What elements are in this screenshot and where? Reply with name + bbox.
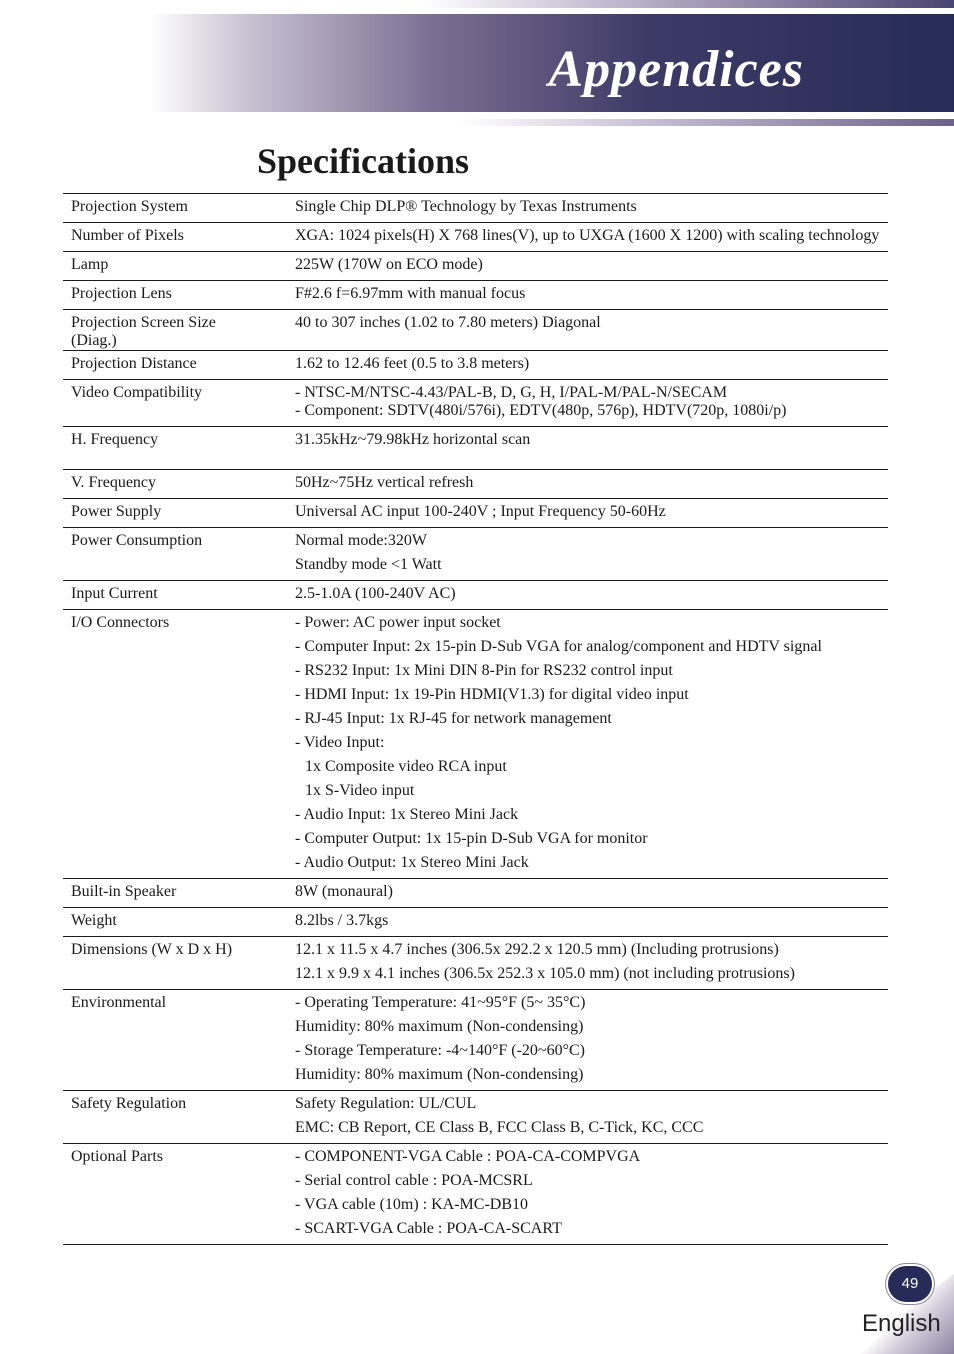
row-padding: [295, 872, 880, 878]
section-title: Specifications: [257, 141, 469, 181]
spec-label-line: H. Frequency: [71, 431, 159, 448]
row-padding: [295, 1137, 880, 1143]
spec-label: [63, 581, 287, 610]
spec-value-line: - Audio Input: 1x Stereo Mini Jack: [295, 806, 519, 823]
spec-value-line: - Power: AC power input socket: [295, 614, 501, 631]
spec-value-line: - VGA cable (10m) : KA-MC-DB10: [295, 1196, 529, 1213]
spec-value: [287, 281, 888, 310]
spec-value-line: - HDMI Input: 1x 19-Pin HDMI(V1.3) for digital video input: [295, 686, 689, 703]
spec-value-line: Normal mode:320W: [295, 532, 427, 549]
spec-row: [63, 427, 888, 470]
spec-value-line: - Storage Temperature: -4~140°F (-20~60°C): [295, 1042, 585, 1059]
spec-label: [63, 427, 287, 470]
spec-value-line: F#2.6 f=6.97mm with manual focus: [295, 285, 526, 302]
row-padding: [295, 332, 880, 338]
spec-value-line: 1x Composite video RCA input: [305, 758, 507, 775]
spec-value: [287, 1144, 888, 1245]
spec-row: [63, 380, 888, 427]
spec-value-line: Universal AC input 100-240V ; Input Frequency 50-60Hz: [295, 503, 666, 520]
row-padding: [295, 274, 880, 280]
spec-value-line: - COMPONENT-VGA Cable : POA-CA-COMPVGA: [295, 1148, 641, 1165]
spec-row: [63, 528, 888, 581]
spec-value-line: 40 to 307 inches (1.02 to 7.80 meters) Diagonal: [295, 314, 601, 331]
spec-row: [63, 310, 888, 351]
spec-value-line: Humidity: 80% maximum (Non-condensing): [295, 1018, 584, 1035]
spec-value-line: 225W (170W on ECO mode): [295, 256, 483, 273]
row-padding: [295, 901, 880, 907]
spec-value-line: XGA: 1024 pixels(H) X 768 lines(V), up to UXGA (1600 X 1200) with scaling technology: [295, 227, 880, 244]
language-label: English: [862, 1310, 941, 1337]
spec-label: [63, 528, 287, 581]
header-rule-top: [420, 0, 954, 8]
spec-label-line: Environmental: [71, 994, 167, 1011]
row-padding: [295, 373, 880, 379]
spec-value: [287, 879, 888, 908]
spec-label-line: Safety Regulation: [71, 1095, 187, 1112]
spec-label: [63, 1144, 287, 1245]
spec-value-line: - Computer Input: 2x 15-pin D-Sub VGA for analog/component and HDTV signal: [295, 638, 822, 655]
spec-value-line: - Serial control cable : POA-MCSRL: [295, 1172, 533, 1189]
spec-value-line: 12.1 x 9.9 x 4.1 inches (306.5x 252.3 x 105.0 mm) (not including protrusions): [295, 965, 795, 982]
spec-row: [63, 1091, 888, 1144]
spec-row: [63, 281, 888, 310]
spec-row: [63, 879, 888, 908]
spec-label-line: Projection Distance: [71, 355, 197, 372]
spec-value-line: - NTSC-M/NTSC-4.43/PAL-B, D, G, H, I/PAL-M/PAL-N/SECAM: [295, 384, 728, 401]
spec-value: [287, 528, 888, 581]
spec-label: [63, 281, 287, 310]
spec-label-line: Optional Parts: [71, 1148, 163, 1165]
spec-value-line: Standby mode <1 Watt: [295, 556, 442, 573]
spec-label: [63, 223, 287, 252]
spec-value-line: 1.62 to 12.46 feet (0.5 to 3.8 meters): [295, 355, 530, 372]
spec-value-line: 1x S-Video input: [305, 782, 415, 799]
spec-value-line: - RS232 Input: 1x Mini DIN 8-Pin for RS232 control input: [295, 662, 673, 679]
spec-label: [63, 194, 287, 223]
spec-row: [63, 937, 888, 990]
spec-label-line: Number of Pixels: [71, 227, 184, 244]
spec-value-line: Humidity: 80% maximum (Non-condensing): [295, 1066, 584, 1083]
spec-value-line: 50Hz~75Hz vertical refresh: [295, 474, 474, 491]
row-padding: [295, 930, 880, 936]
spec-value-line: 31.35kHz~79.98kHz horizontal scan: [295, 431, 531, 448]
spec-value-line: Single Chip DLP® Technology by Texas Instruments: [295, 198, 637, 215]
spec-label-line: Built-in Speaker: [71, 883, 177, 900]
row-padding: [295, 574, 880, 580]
spec-value: [287, 194, 888, 223]
spec-row: [63, 223, 888, 252]
page-number: 49: [888, 1266, 932, 1302]
spec-label: [63, 1091, 287, 1144]
spec-value: [287, 908, 888, 937]
spec-label: [63, 908, 287, 937]
spec-row: [63, 610, 888, 879]
spec-value: [287, 1091, 888, 1144]
spec-label-line: Power Supply: [71, 503, 162, 520]
spec-label: [63, 380, 287, 427]
spec-row: [63, 990, 888, 1091]
chapter-title: Appendices: [548, 41, 804, 98]
spec-label: [63, 470, 287, 499]
row-padding: [295, 521, 880, 527]
spec-value-line: - SCART-VGA Cable : POA-CA-SCART: [295, 1220, 562, 1237]
spec-value: [287, 581, 888, 610]
spec-row: [63, 1144, 888, 1245]
spec-label-line: I/O Connectors: [71, 614, 170, 631]
spec-label: [63, 937, 287, 990]
row-padding: [295, 303, 880, 309]
spec-value-line: - Computer Output: 1x 15-pin D-Sub VGA for monitor: [295, 830, 648, 847]
spec-value: [287, 470, 888, 499]
spec-label-line: Dimensions (W x D x H): [71, 941, 233, 958]
spec-row: [63, 499, 888, 528]
spec-table: [63, 193, 888, 1245]
spec-row: [63, 581, 888, 610]
spec-label-line: Lamp: [71, 256, 109, 273]
spec-value-line: 2.5-1.0A (100-240V AC): [295, 585, 456, 602]
spec-label: [63, 879, 287, 908]
row-padding: [295, 492, 880, 498]
spec-value-line: - RJ-45 Input: 1x RJ-45 for network management: [295, 710, 612, 727]
spec-value-line: - Video Input:: [295, 734, 385, 751]
row-padding: [295, 1238, 880, 1244]
spec-label-line: V. Frequency: [71, 474, 157, 491]
spec-value: [287, 223, 888, 252]
spec-value: [287, 252, 888, 281]
spec-label: [63, 351, 287, 380]
spec-label: [63, 990, 287, 1091]
row-padding: [295, 603, 880, 609]
row-padding: [295, 420, 880, 426]
spec-label-line: Power Consumption: [71, 532, 203, 549]
spec-value: [287, 610, 888, 879]
spec-value-line: - Operating Temperature: 41~95°F (5~ 35°C): [295, 994, 586, 1011]
spec-value: [287, 310, 888, 351]
spec-label-line: Input Current: [71, 585, 158, 602]
row-padding: [295, 449, 880, 469]
spec-value: [287, 937, 888, 990]
spec-value-line: 8.2lbs / 3.7kgs: [295, 912, 389, 929]
spec-value-line: EMC: CB Report, CE Class B, FCC Class B, C-Tick, KC, CCC: [295, 1119, 704, 1136]
spec-label-line: Weight: [71, 912, 117, 929]
header-rule-bottom: [460, 119, 954, 126]
spec-label: [63, 310, 287, 351]
spec-value: [287, 427, 888, 470]
spec-label-line: Projection System: [71, 198, 188, 215]
spec-value-line: - Audio Output: 1x Stereo Mini Jack: [295, 854, 529, 871]
spec-row: [63, 351, 888, 380]
spec-value: [287, 380, 888, 427]
spec-row: [63, 908, 888, 937]
spec-value: [287, 990, 888, 1091]
row-padding: [295, 983, 880, 989]
spec-row: [63, 470, 888, 499]
spec-value-line: 12.1 x 11.5 x 4.7 inches (306.5x 292.2 x 120.5 mm) (Including protrusions): [295, 941, 779, 958]
spec-value-line: - Component: SDTV(480i/576i), EDTV(480p, 576p), HDTV(720p, 1080i/p): [295, 402, 787, 419]
spec-label-line: Video Compatibility: [71, 384, 203, 401]
spec-value: [287, 499, 888, 528]
spec-label-line: Projection Lens: [71, 285, 172, 302]
row-padding: [295, 245, 880, 251]
row-padding: [295, 216, 880, 222]
spec-label: [63, 252, 287, 281]
spec-label: [63, 610, 287, 879]
spec-value-line: 8W (monaural): [295, 883, 393, 900]
spec-row: [63, 194, 888, 223]
spec-row: [63, 252, 888, 281]
spec-label: [63, 499, 287, 528]
spec-label-line: (Diag.): [71, 332, 117, 349]
spec-value: [287, 351, 888, 380]
spec-label-line: Projection Screen Size: [71, 314, 216, 331]
row-padding: [295, 1084, 880, 1090]
spec-value-line: Safety Regulation: UL/CUL: [295, 1095, 477, 1112]
